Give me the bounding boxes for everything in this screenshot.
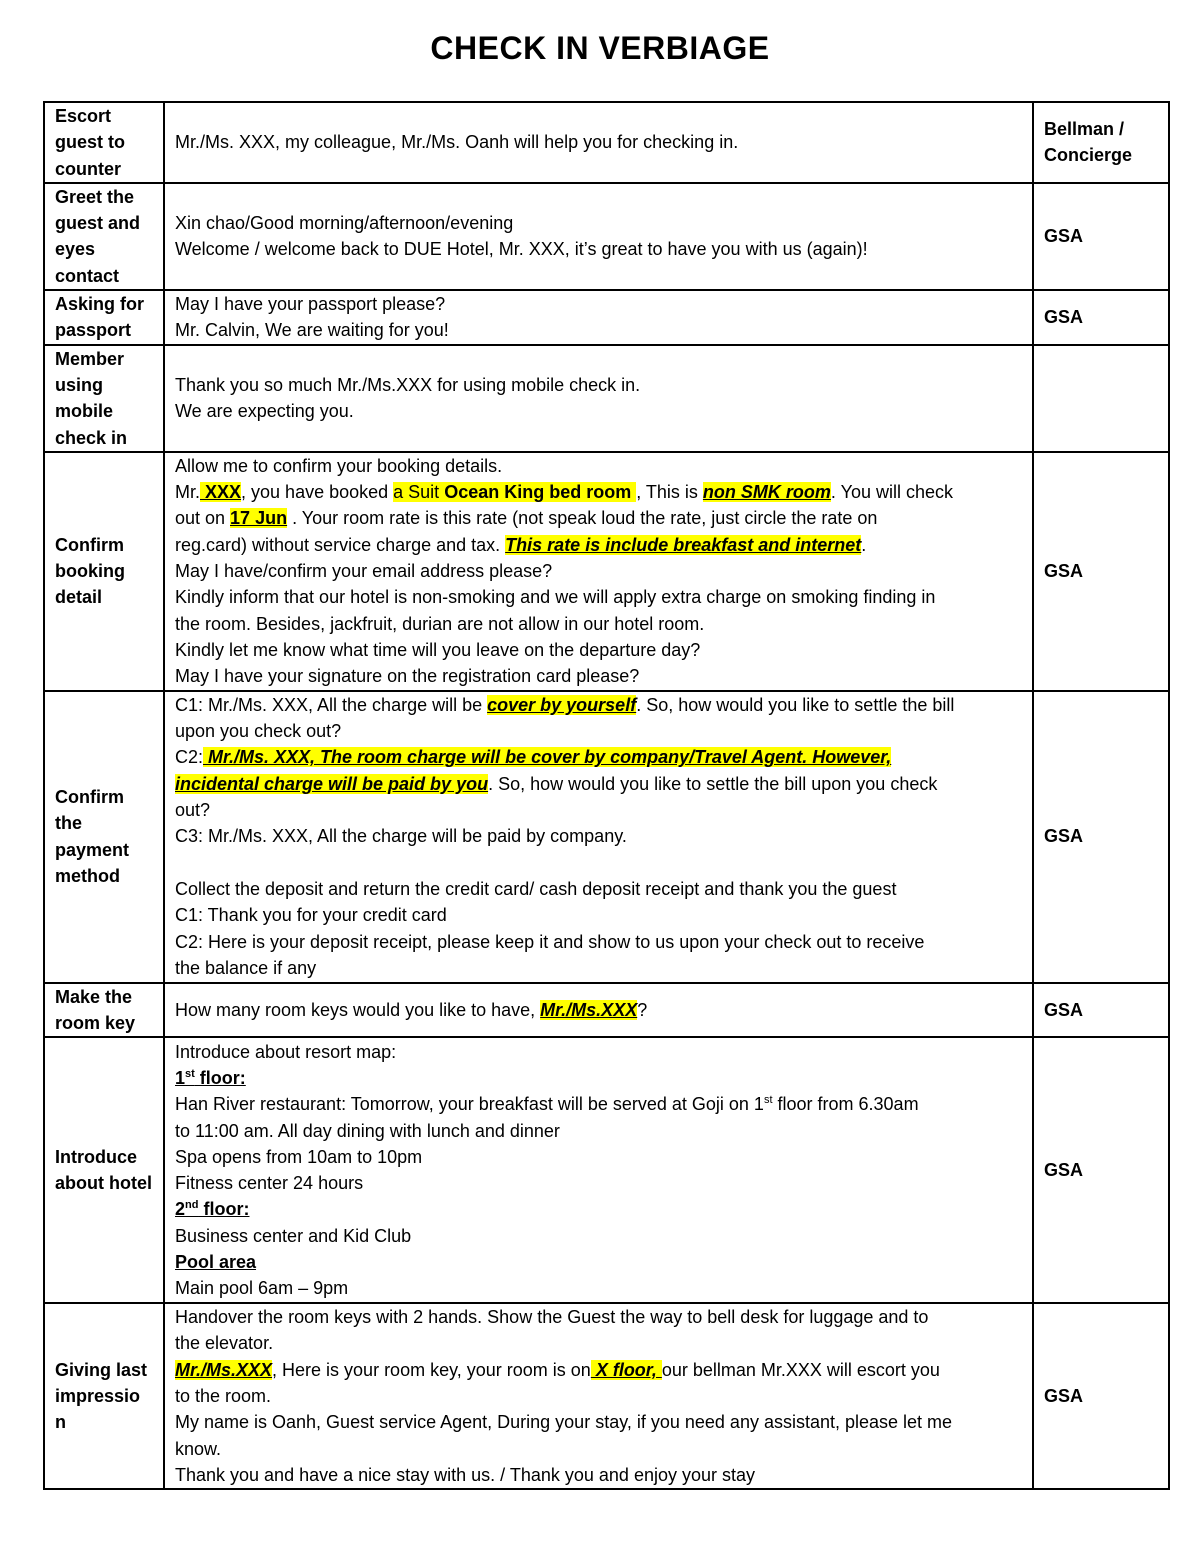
text-run: ? [637, 999, 648, 1020]
script-line: Introduce about resort map: [175, 1041, 397, 1062]
script-cell [164, 452, 1033, 691]
superscript: st [185, 1067, 195, 1080]
script-line [175, 744, 1022, 770]
script-line [175, 479, 1022, 505]
text-run: 1 [175, 1067, 186, 1088]
step-label: Confirm the payment method [44, 691, 164, 983]
script-line: out? [175, 800, 211, 821]
table-row [44, 691, 1169, 983]
script-line: to 11:00 am. All day dining with lunch and dinner [175, 1120, 560, 1141]
text-run: , you have booked [241, 482, 394, 503]
highlight-non-smoking: non SMK room [702, 482, 831, 503]
script-line: May I have/confirm your email address please? [175, 561, 553, 582]
highlight-rate-include: This rate is include breakfast and internet [505, 534, 862, 555]
text-run: Mr. [175, 482, 200, 503]
highlight-company-charge: Mr./Ms. XXX, The room charge will be cover by company/Travel Agent. However, [203, 747, 892, 768]
document-title: CHECK IN VERBIAGE [430, 30, 770, 66]
text-run: . So, how would you like to settle the bill [636, 694, 955, 715]
script-line: Thank you and have a nice stay with us. / Thank you and enjoy your stay [175, 1464, 756, 1485]
script-line [175, 1091, 1022, 1117]
role-label: GSA [1033, 1037, 1169, 1303]
script-line: Xin chao/Good morning/afternoon/evening [175, 213, 514, 234]
role-label: GSA [1033, 1303, 1169, 1489]
text-run: our bellman Mr.XXX will escort you [661, 1359, 940, 1380]
text-run: out on [175, 508, 231, 529]
text-run: floor: [198, 1199, 250, 1220]
script-line: Spa opens from 10am to 10pm [175, 1146, 423, 1167]
pool-heading: Pool area [175, 1252, 257, 1273]
highlight-cover-by-yourself: cover by yourself [487, 694, 637, 715]
highlight-checkout-date: 17 Jun [230, 508, 288, 529]
table-row [44, 1303, 1169, 1489]
script-cell [164, 345, 1033, 452]
script-line: We are expecting you. [175, 401, 354, 422]
role-label: GSA [1033, 983, 1169, 1038]
script-line: Kindly let me know what time will you leave on the departure day? [175, 639, 701, 660]
script-line: Mr./Ms. XXX, my colleague, Mr./Ms. Oanh will help you for checking in. [175, 132, 739, 153]
role-label: GSA [1033, 691, 1169, 983]
step-label: Greet the guest and eyes contact [44, 183, 164, 290]
script-line: Thank you so much Mr./Ms.XXX for using mobile check in. [175, 374, 641, 395]
table-row [44, 290, 1169, 345]
highlight-guest-name: Mr./Ms.XXX [540, 999, 638, 1020]
script-line: Handover the room keys with 2 hands. Show the Guest the way to bell desk for luggage and to [175, 1307, 929, 1328]
script-line: Business center and Kid Club [175, 1225, 412, 1246]
table-row [44, 345, 1169, 452]
text-run: C1: Mr./Ms. XXX, All the charge will be [175, 694, 488, 715]
script-line: the room. Besides, jackfruit, durian are not allow in our hotel room. [175, 613, 705, 634]
text-run: floor: [194, 1067, 246, 1088]
highlight-guest-name: XXX [200, 482, 242, 503]
step-label: Asking for passport [44, 290, 164, 345]
script-cell [164, 983, 1033, 1038]
text-run: Han River restaurant: Tomorrow, your breakfast will be served at Goji on 1 [175, 1094, 764, 1115]
text-run: C2: [175, 747, 204, 768]
table-row [44, 1037, 1169, 1303]
script-cell [164, 691, 1033, 983]
role-label: GSA [1033, 290, 1169, 345]
script-line [175, 505, 1022, 531]
script-line: Collect the deposit and return the credit card/ cash deposit receipt and thank you the guest [175, 878, 897, 899]
script-line: upon you check out? [175, 721, 342, 742]
role-label: Bellman / Concierge [1033, 102, 1169, 183]
script-cell [164, 183, 1033, 290]
verbiage-table [43, 101, 1170, 1490]
script-line: Fitness center 24 hours [175, 1173, 364, 1194]
text-run: , Here is your room key, your room is on [272, 1359, 591, 1380]
text-run: . [861, 534, 867, 555]
script-line [175, 532, 1022, 558]
highlight-floor: X floor, [590, 1359, 662, 1380]
table-row [44, 452, 1169, 691]
floor-heading [175, 1065, 1022, 1091]
text-run: . Your room rate is this rate (not speak loud the rate, just circle the rate on [287, 508, 878, 529]
role-label: GSA [1033, 183, 1169, 290]
step-label: Introduce about hotel [44, 1037, 164, 1303]
script-line: May I have your signature on the registration card please? [175, 666, 640, 687]
text-run: . You will check [830, 482, 953, 503]
script-line: know. [175, 1438, 222, 1459]
superscript: st [763, 1094, 773, 1107]
script-line: My name is Oanh, Guest service Agent, During your stay, if you need any assistant, please let me [175, 1412, 953, 1433]
script-cell [164, 1037, 1033, 1303]
text-run: a Suit [393, 482, 445, 503]
script-line: the elevator. [175, 1333, 274, 1354]
script-line [175, 997, 1022, 1023]
script-line: Allow me to confirm your booking details. [175, 455, 503, 476]
text-run: , This is [636, 482, 703, 503]
text-run: How many room keys would you like to have, [175, 999, 541, 1020]
script-line [175, 771, 1022, 797]
highlight-guest-name: Mr./Ms.XXX [175, 1359, 273, 1380]
script-line: Welcome / welcome back to DUE Hotel, Mr. XXX, it’s great to have you with us (again)! [175, 239, 868, 260]
table-row [44, 102, 1169, 183]
table-row [44, 183, 1169, 290]
table-row [44, 983, 1169, 1038]
text-run: . So, how would you like to settle the bill upon you check [488, 773, 938, 794]
script-line: Kindly inform that our hotel is non-smoking and we will apply extra charge on smoking finding in [175, 587, 936, 608]
script-cell [164, 1303, 1033, 1489]
text-run: reg.card) without service charge and tax. [175, 534, 506, 555]
script-line: C1: Thank you for your credit card [175, 905, 447, 926]
script-line: C3: Mr./Ms. XXX, All the charge will be paid by company. [175, 826, 627, 847]
script-line: Main pool 6am – 9pm [175, 1278, 349, 1299]
step-label: Member using mobile check in [44, 345, 164, 452]
script-line: the balance if any [175, 957, 317, 978]
highlight-incidental-charge: incidental charge will be paid by you [175, 773, 489, 794]
highlight-room-type [393, 482, 636, 502]
text-run: floor from 6.30am [772, 1094, 919, 1115]
role-label [1033, 345, 1169, 452]
script-line [175, 1357, 1022, 1383]
script-line: Mr. Calvin, We are waiting for you! [175, 320, 449, 341]
step-label: Confirm booking detail [44, 452, 164, 691]
step-label: Giving last impressio n [44, 1303, 164, 1489]
script-cell [164, 102, 1033, 183]
text-run: Ocean King bed room [444, 482, 632, 503]
role-label: GSA [1033, 452, 1169, 691]
blank-line [175, 850, 1022, 876]
step-label: Escort guest to counter [44, 102, 164, 183]
script-line: C2: Here is your deposit receipt, please keep it and show to us upon your check out to receive [175, 931, 925, 952]
script-line [175, 692, 1022, 718]
script-line: May I have your passport please? [175, 294, 446, 315]
superscript: nd [185, 1199, 199, 1212]
script-line: to the room. [175, 1386, 272, 1407]
floor-heading [175, 1196, 1022, 1222]
step-label: Make the room key [44, 983, 164, 1038]
text-run: 2 [175, 1199, 186, 1220]
script-cell [164, 290, 1033, 345]
